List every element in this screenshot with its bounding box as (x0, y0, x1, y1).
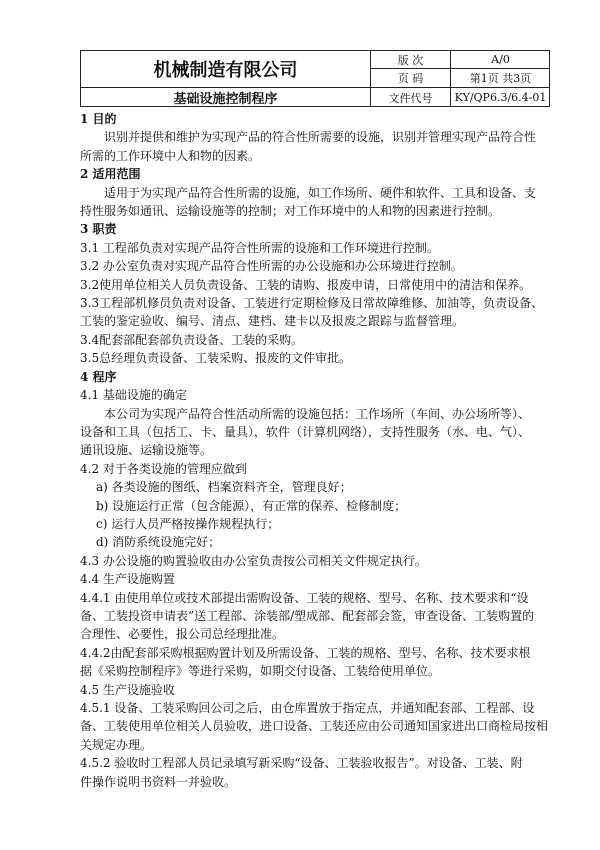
body-line: 3.5总经理负责设备、工装采购、报废的文件审批。 (80, 351, 352, 366)
version-label: 版 次 (371, 51, 451, 69)
body-line: 工装的鉴定验收、编号、清点、建档、建卡以及报废之跟踪与监督管理。 (80, 314, 465, 329)
document-number-value: KY/QP6.3/6.4-01 (454, 91, 547, 104)
body-line: 备、工装投资申请表”送工程部、涂装部/塑成部、配套部会签，审查设备、工装购置的 (80, 608, 535, 623)
body-line: 所需的工作环境中人和物的因素。 (80, 148, 261, 163)
document-title: 基础设施控制程序 (81, 88, 371, 107)
document-number-label: 文件代号 (371, 88, 451, 107)
section-heading: 2 适用范围 (80, 167, 141, 182)
body-line: 4.4 生产设施购置 (80, 572, 175, 587)
body-line: 关规定办理。 (80, 737, 153, 752)
body-line: 合理性、必要性，报公司总经理批准。 (80, 627, 285, 642)
body-line: 4.4.1 由使用单位或技术部提出需购设备、工装的规格、型号、名称、技术要求和“设 (80, 590, 529, 605)
page-label: 页 码 (371, 69, 451, 88)
document-body (80, 110, 560, 791)
body-line: 备、工装使用单位相关人员验收，进口设备、工装还应由公司通知国家进出口商检局按相 (80, 719, 549, 734)
body-line: 识别并提供和维护为实现产品的符合性所需要的设施，识别并管理实现产品符合性 (104, 130, 537, 145)
body-line: 3.4配套部配套部负责设备、工装的采购。 (80, 332, 304, 347)
section-heading: 1 目的 (80, 112, 117, 126)
body-line: 据《采购控制程序》等进行采购，如期交付设备、工装给使用单位。 (80, 664, 441, 679)
body-line: 4.5 生产设施验收 (80, 682, 175, 697)
body-line: 件操作说明书资料一并验收。 (80, 774, 237, 789)
body-line: c) 运行人员严格按操作规程执行； (96, 516, 280, 531)
body-line: 4.4.2由配套部采购根据购置计划及所需设备、工装的规格、型号、名称、技术要求根 (80, 645, 531, 660)
company-name: 机械制造有限公司 (81, 51, 371, 88)
body-line: 4.1 基础设施的确定 (80, 388, 187, 403)
body-line: 持性服务如通讯、运输设施等的控制；对工作环境中的人和物的因素进行控制。 (80, 204, 501, 219)
body-line: 设备和工具（包括工、卡、量具），软件（计算机网络），支持性服务（水、电、气）、 (80, 424, 531, 439)
body-line: 适用于为实现产品符合性所需的设施，如工作场所、硬件和软件、工具和设备、支 (104, 185, 537, 200)
body-line: 3.1 工程部负责对实现产品符合性所需的设施和工作环境进行控制。 (80, 240, 439, 255)
body-line: b) 设施运行正常（包含能源），有正常的保养、检修制度； (96, 498, 407, 513)
body-line: 4.3 办公设施的购置验收由办公室负责按公司相关文件规定执行。 (80, 553, 427, 568)
version-value: A/0 (451, 51, 550, 69)
body-line: 3.3工程部机修员负责对设备、工装进行定期检修及日常故障维修、加油等，负责设备、 (80, 296, 544, 311)
section-heading: 4 程序 (80, 369, 117, 384)
page-value: 第1页 共3页 (451, 69, 550, 88)
body-line: a) 各类设施的图纸、档案资料齐全，管理良好； (96, 480, 352, 495)
document-header-table (80, 50, 550, 107)
body-line: d) 消防系统设施完好； (96, 535, 221, 550)
body-line: 4.2 对于各类设施的管理应做到 (80, 461, 247, 476)
section-heading: 3 职责 (80, 222, 117, 237)
body-line: 3.2使用单位相关人员负责设备、工装的请购、报废申请，日常使用中的清洁和保养。 (80, 277, 532, 292)
body-line: 4.5.2 验收时工程部人员记录填写新采购“设备、工装验收报告”。对设备、工装、附 (80, 756, 523, 771)
body-line: 本公司为实现产品符合性活动所需的设施包括：工作场所（车间、办公场所等）、 (104, 406, 531, 421)
body-line: 3.2 办公室负责对实现产品符合性所需的办公设施和办公环境进行控制。 (80, 259, 463, 274)
body-line: 4.5.1 设备、工装采购回公司之后，由仓库置放于指定点，并通知配套部、工程部、设 (80, 701, 535, 715)
body-line: 通讯设施、运输设施等。 (80, 443, 213, 458)
